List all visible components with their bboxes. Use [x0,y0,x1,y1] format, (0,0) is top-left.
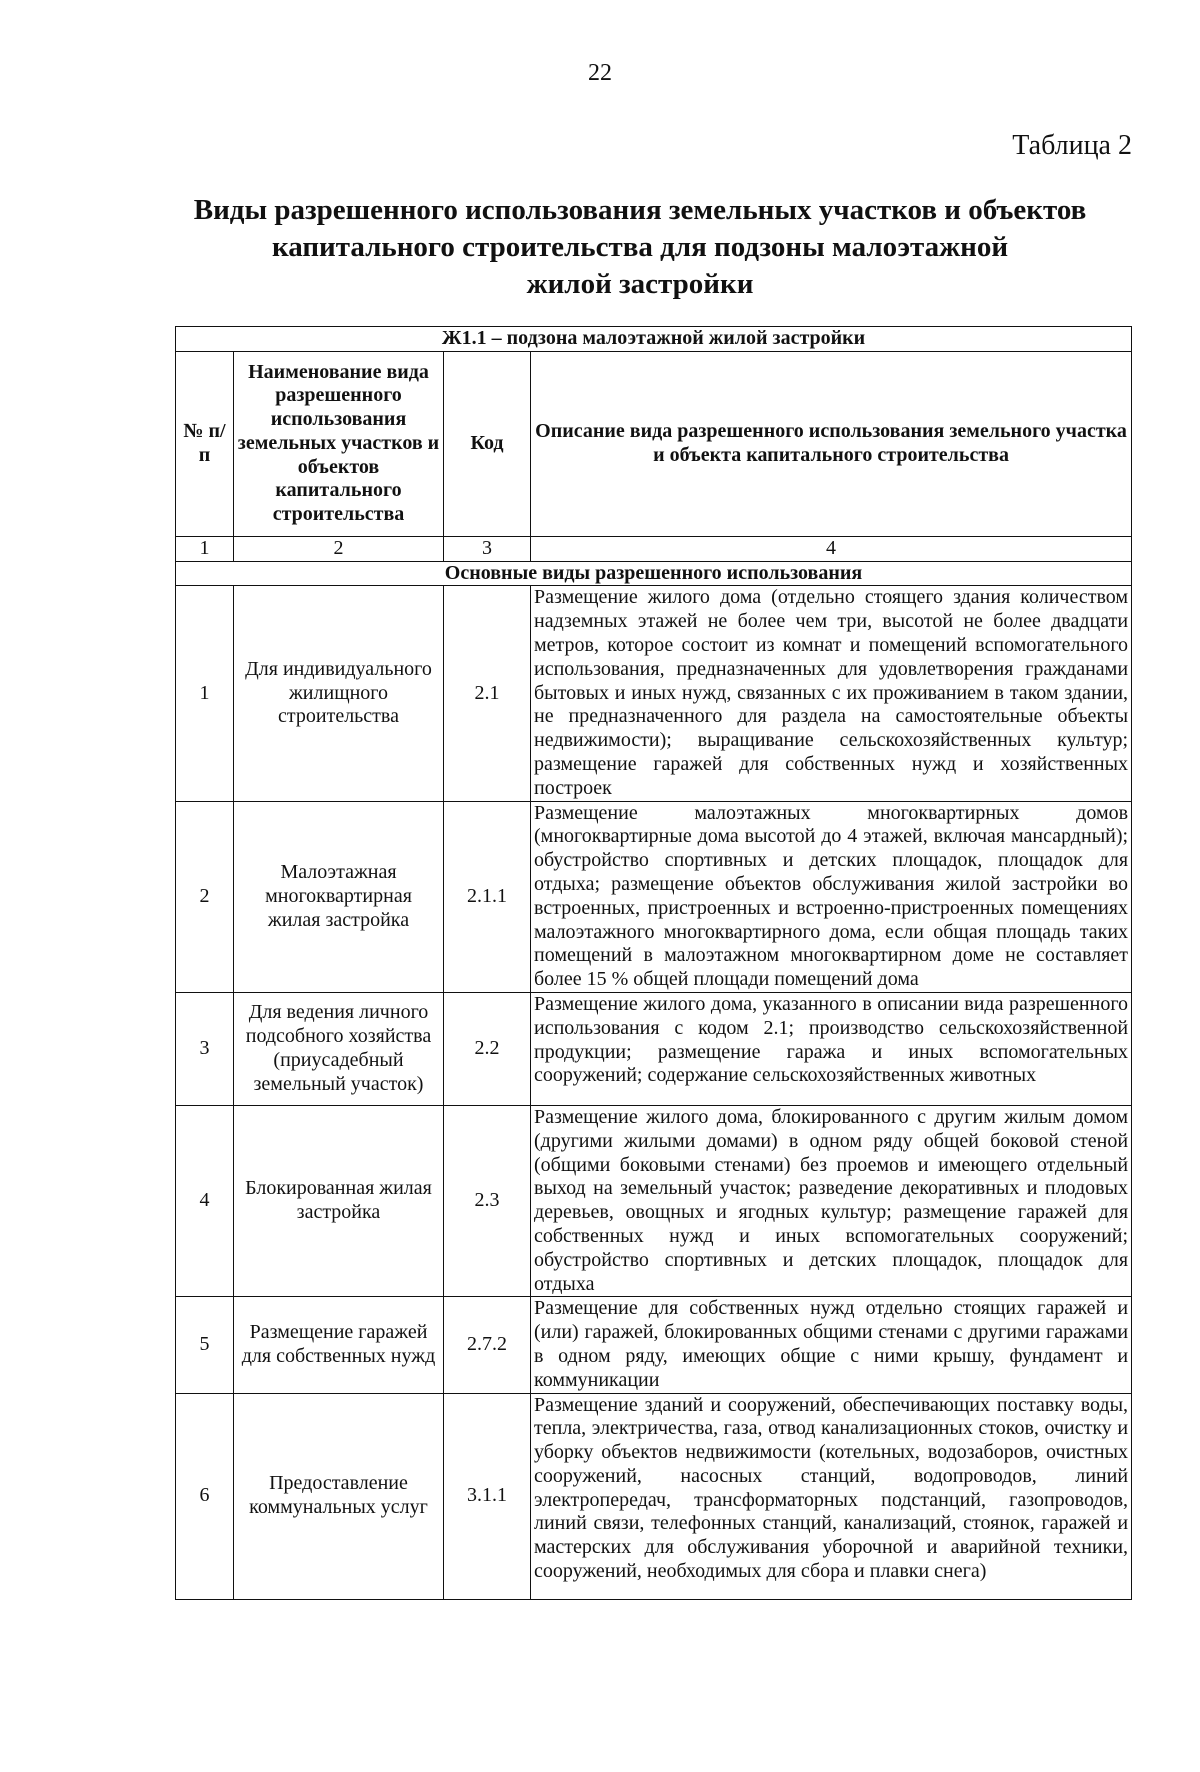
row-code: 2.1 [444,586,531,801]
title-line: капитального строительства для подзоны малоэтажной [271,231,1009,263]
row-number: 3 [176,992,234,1105]
row-description: Размещение жилого дома, блокированного с другим жилым домом (другими жилыми домами) в одном ряду общей боковой стеной (общими боковыми стенами) без проемов и имеющего отдельный выход на земельный участок; разведение декоративных и плодовых деревьев, овощных и ягодных культур; размещение гаражей для собственных нужд и иных вспомогательных сооружений; обустройство спортивных и детских площадок, площадок для отдыха [531,1105,1132,1296]
row-description: Размещение для собственных нужд отдельно стоящих гаражей и (или) гаражей, блокированных общими стенами с другими гаражами в одном ряду, имеющих общие с ними крышу, фундамент и коммуникации [531,1297,1132,1393]
column-header-code: Код [444,351,531,536]
table-label: Таблица 2 [1012,130,1132,161]
zone-header: Ж1.1 – подзона малоэтажной жилой застройки [176,327,1132,352]
table-row [176,992,1132,1105]
column-number: 4 [531,536,1132,561]
row-name: Предоставление коммунальных услуг [234,1393,444,1599]
row-number: 2 [176,801,234,992]
row-name: Малоэтажная многоквартирная жилая застройка [234,801,444,992]
section-header: Основные виды разрешенного использования [176,561,1132,586]
column-number: 3 [444,536,531,561]
row-code: 2.7.2 [444,1297,531,1393]
table-row [176,586,1132,801]
row-name: Размещение гаражей для собственных нужд [234,1297,444,1393]
row-code: 2.3 [444,1105,531,1296]
zone-header-row [176,327,1132,352]
land-use-table [175,326,1132,1600]
row-number: 1 [176,586,234,801]
row-description: Размещение жилого дома (отдельно стоящего здания количеством надземных этажей не более чем три, высотой не более двадцати метров, которое состоит из комнат и помещений вспомогательного использования, предназначенных для удовлетворения гражданами бытовых и иных нужд, связанных с их проживанием в таком здании, не предназначенного для раздела на самостоятельные объекты недвижимости); выращивание сельскохозяйственных культур; размещение гаражей для собственных нужд и хозяйственных построек [531,586,1132,801]
page-number: 22 [588,60,612,86]
table-row [176,1105,1132,1296]
column-header-row [176,351,1132,536]
table-row [176,801,1132,992]
row-name: Блокированная жилая застройка [234,1105,444,1296]
table-row [176,1297,1132,1393]
row-code: 2.1.1 [444,801,531,992]
column-header-description: Описание вида разрешенного использования земельного участка и объекта капитального строительства [531,351,1132,536]
row-name: Для индивидуального жилищного строительства [234,586,444,801]
row-name: Для ведения личного подсобного хозяйства (приусадебный земельный участок) [234,992,444,1105]
row-code: 3.1.1 [444,1393,531,1599]
document-title [160,192,1120,303]
column-number-row [176,536,1132,561]
column-header-num: № п/п [176,351,234,536]
title-line: Виды разрешенного использования земельных участков и объектов [193,194,1087,226]
row-code: 2.2 [444,992,531,1105]
title-line: жилой застройки [526,268,754,300]
row-description: Размещение малоэтажных многоквартирных домов (многоквартирные дома высотой до 4 этажей, включая мансардный); обустройство спортивных и детских площадок, площадок для отдыха; размещение объектов обслуживания жилой застройки во встроенных, пристроенных и встроенно-пристроенных помещениях малоэтажного многоквартирного дома, если общая площадь таких помещений в малоэтажном многоквартирном доме не составляет более 15 % общей площади помещений дома [531,801,1132,992]
row-description: Размещение зданий и сооружений, обеспечивающих поставку воды, тепла, электричества, газа, отвод канализационных стоков, очистку и уборку объектов недвижимости (котельных, водозаборов, очистных сооружений, насосных станций, водопроводов, линий электропередач, трансформаторных подстанций, газопроводов, линий связи, телефонных станций, канализаций, стоянок, гаражей и мастерских для обслуживания уборочной и аварийной техники, сооружений, необходимых для сбора и плавки снега) [531,1393,1132,1599]
row-number: 5 [176,1297,234,1393]
column-header-name: Наименование вида разрешенного использования земельных участков и объектов капитального строительства [234,351,444,536]
column-number: 1 [176,536,234,561]
row-number: 4 [176,1105,234,1296]
section-header-row [176,561,1132,586]
table-row [176,1393,1132,1599]
row-number: 6 [176,1393,234,1599]
row-description: Размещение жилого дома, указанного в описании вида разрешенного использования с кодом 2.1; производство сельскохозяйственной продукции; размещение гаража и иных вспомогательных сооружений; содержание сельскохозяйственных животных [531,992,1132,1105]
column-number: 2 [234,536,444,561]
